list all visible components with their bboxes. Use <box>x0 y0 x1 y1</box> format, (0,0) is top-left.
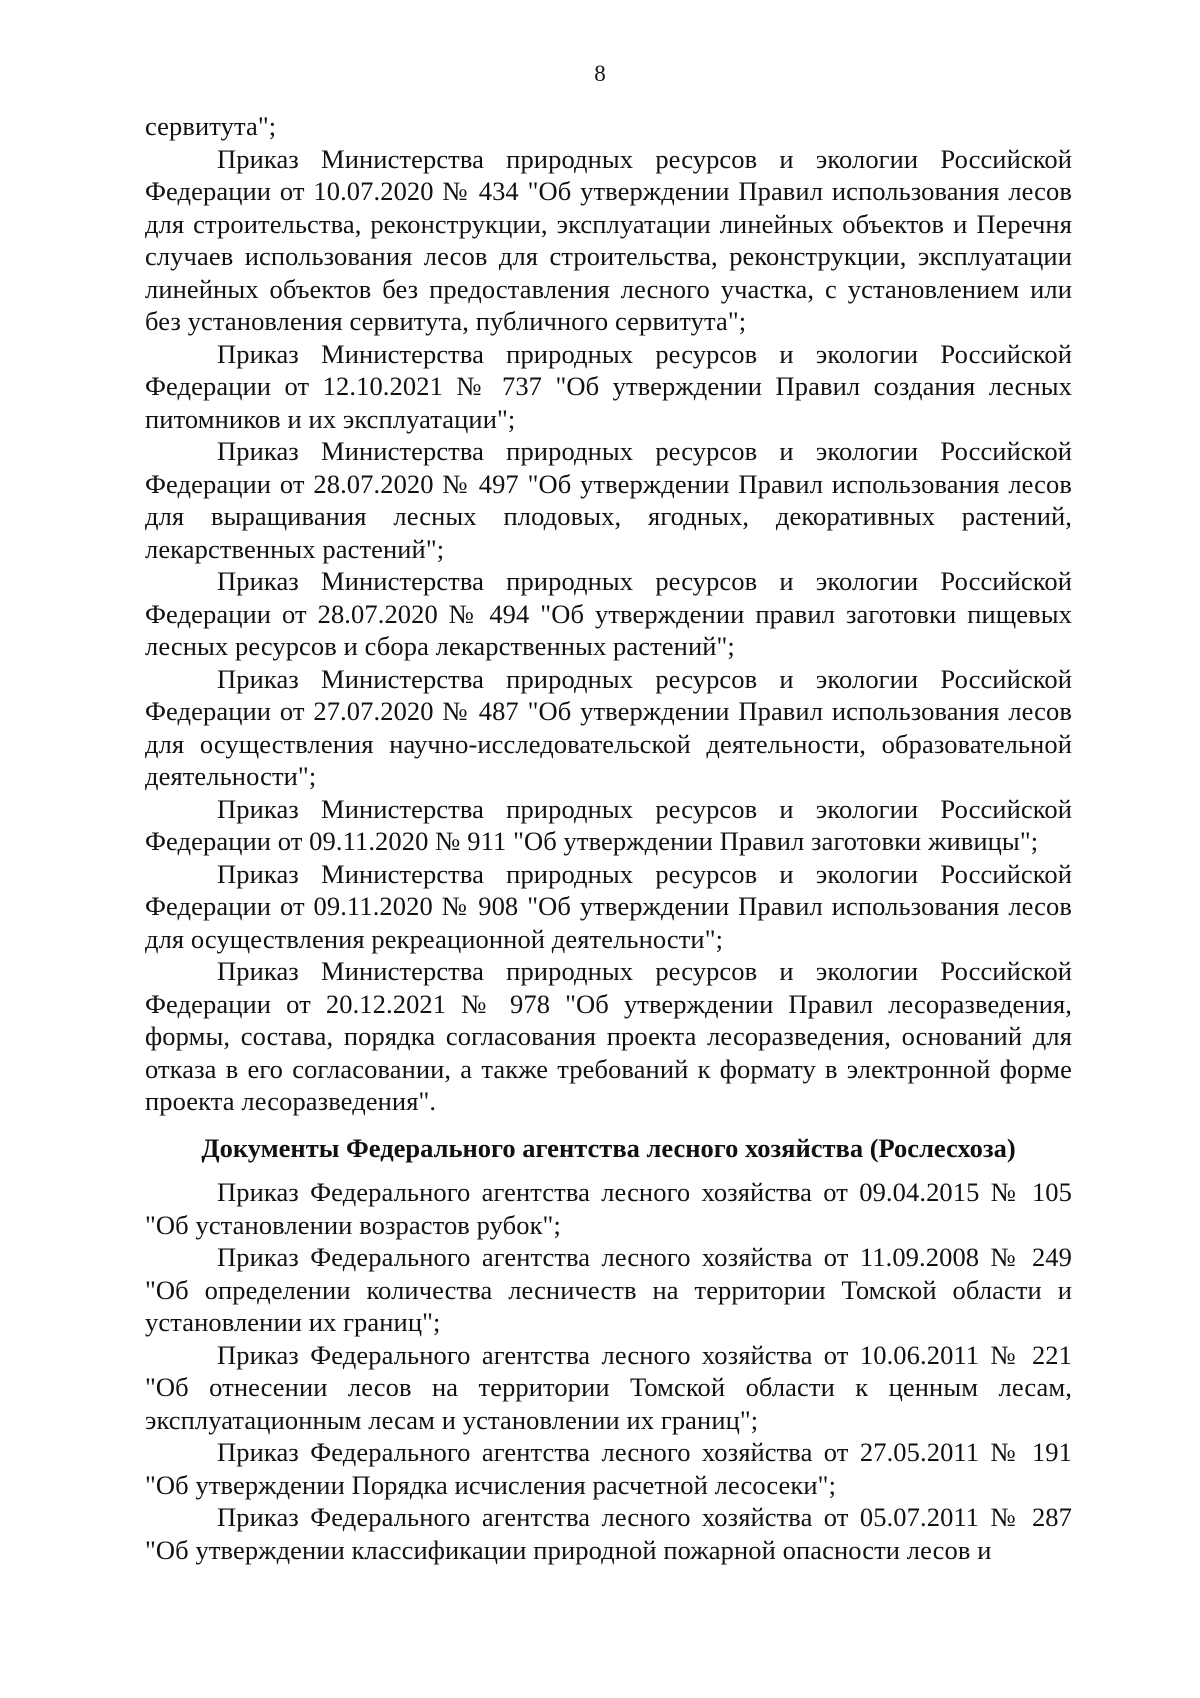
list-item: Приказ Федерального агентства лесного хозяйства от 11.09.2008 № 249 "Об определении количества лесничеств на территории Томской области и установлении их границ"; <box>145 1242 1072 1337</box>
section-heading: Документы Федерального агентства лесного хозяйства (Рослесхоза) <box>201 1132 1016 1163</box>
list-item: Приказ Министерства природных ресурсов и экологии Российской Федерации от 10.07.2020 № 434 "Об утверждении Правил использования лесов для строительства, реконструкции, эксплуатации линейных объектов и Перечня случаев использования лесов для строительства, реконструкции, эксплуатации линейных объектов без предоставления лесного участка, с установлением или без установления сервитута, публичного сервитута"; <box>145 143 1072 336</box>
list-item: Приказ Министерства природных ресурсов и экологии Российской Федерации от 28.07.2020 № 497 "Об утверждении Правил использования лесов для выращивания лесных плодовых, ягодных, декоративных растений, лекарственных растений"; <box>145 436 1072 564</box>
list-item: Приказ Министерства природных ресурсов и экологии Российской Федерации от 20.12.2021 № 978 "Об утверждении Правил лесоразведения, формы, состава, порядка согласования проекта лесоразведения, оснований для отказа в его согласовании, а также требований к формату в электронной форме проекта лесоразведения". <box>145 956 1072 1116</box>
list-item: сервитута"; <box>145 111 277 141</box>
list-item: Приказ Министерства природных ресурсов и экологии Российской Федерации от 28.07.2020 № 494 "Об утверждении правил заготовки пищевых лесных ресурсов и сбора лекарственных растений"; <box>145 566 1072 661</box>
ministry-orders-list <box>145 110 1072 1118</box>
list-item: Приказ Министерства природных ресурсов и экологии Российской Федерации от 09.11.2020 № 908 "Об утверждении Правил использования лесов для осуществления рекреационной деятельности"; <box>145 858 1072 954</box>
list-item: Приказ Федерального агентства лесного хозяйства от 10.06.2011 № 221 "Об отнесении лесов на территории Томской области к ценным лесам, эксплуатационным лесам и установлении их границ"; <box>145 1339 1072 1435</box>
list-item: Приказ Министерства природных ресурсов и экологии Российской Федерации от 09.11.2020 № 911 "Об утверждении Правил заготовки живицы"; <box>145 793 1072 856</box>
agency-orders-list <box>145 1176 1072 1566</box>
list-item: Приказ Федерального агентства лесного хозяйства от 27.05.2011 № 191 "Об утверждении Порядка исчисления расчетной лесосеки"; <box>145 1437 1072 1500</box>
list-item: Приказ Федерального агентства лесного хозяйства от 05.07.2011 № 287 "Об утверждении классификации природной пожарной опасности лесов и <box>145 1502 1072 1565</box>
list-item: Приказ Федерального агентства лесного хозяйства от 09.04.2015 № 105 "Об установлении возрастов рубок"; <box>145 1177 1072 1240</box>
list-item: Приказ Министерства природных ресурсов и экологии Российской Федерации от 12.10.2021 № 737 "Об утверждении Правил создания лесных питомников и их эксплуатации"; <box>145 338 1072 434</box>
page-number: 8 <box>594 61 606 86</box>
list-item: Приказ Министерства природных ресурсов и экологии Российской Федерации от 27.07.2020 № 487 "Об утверждении Правил использования лесов для осуществления научно-исследовательской деятельности, образовательной деятельности"; <box>145 663 1072 791</box>
document-body <box>145 110 1072 1566</box>
